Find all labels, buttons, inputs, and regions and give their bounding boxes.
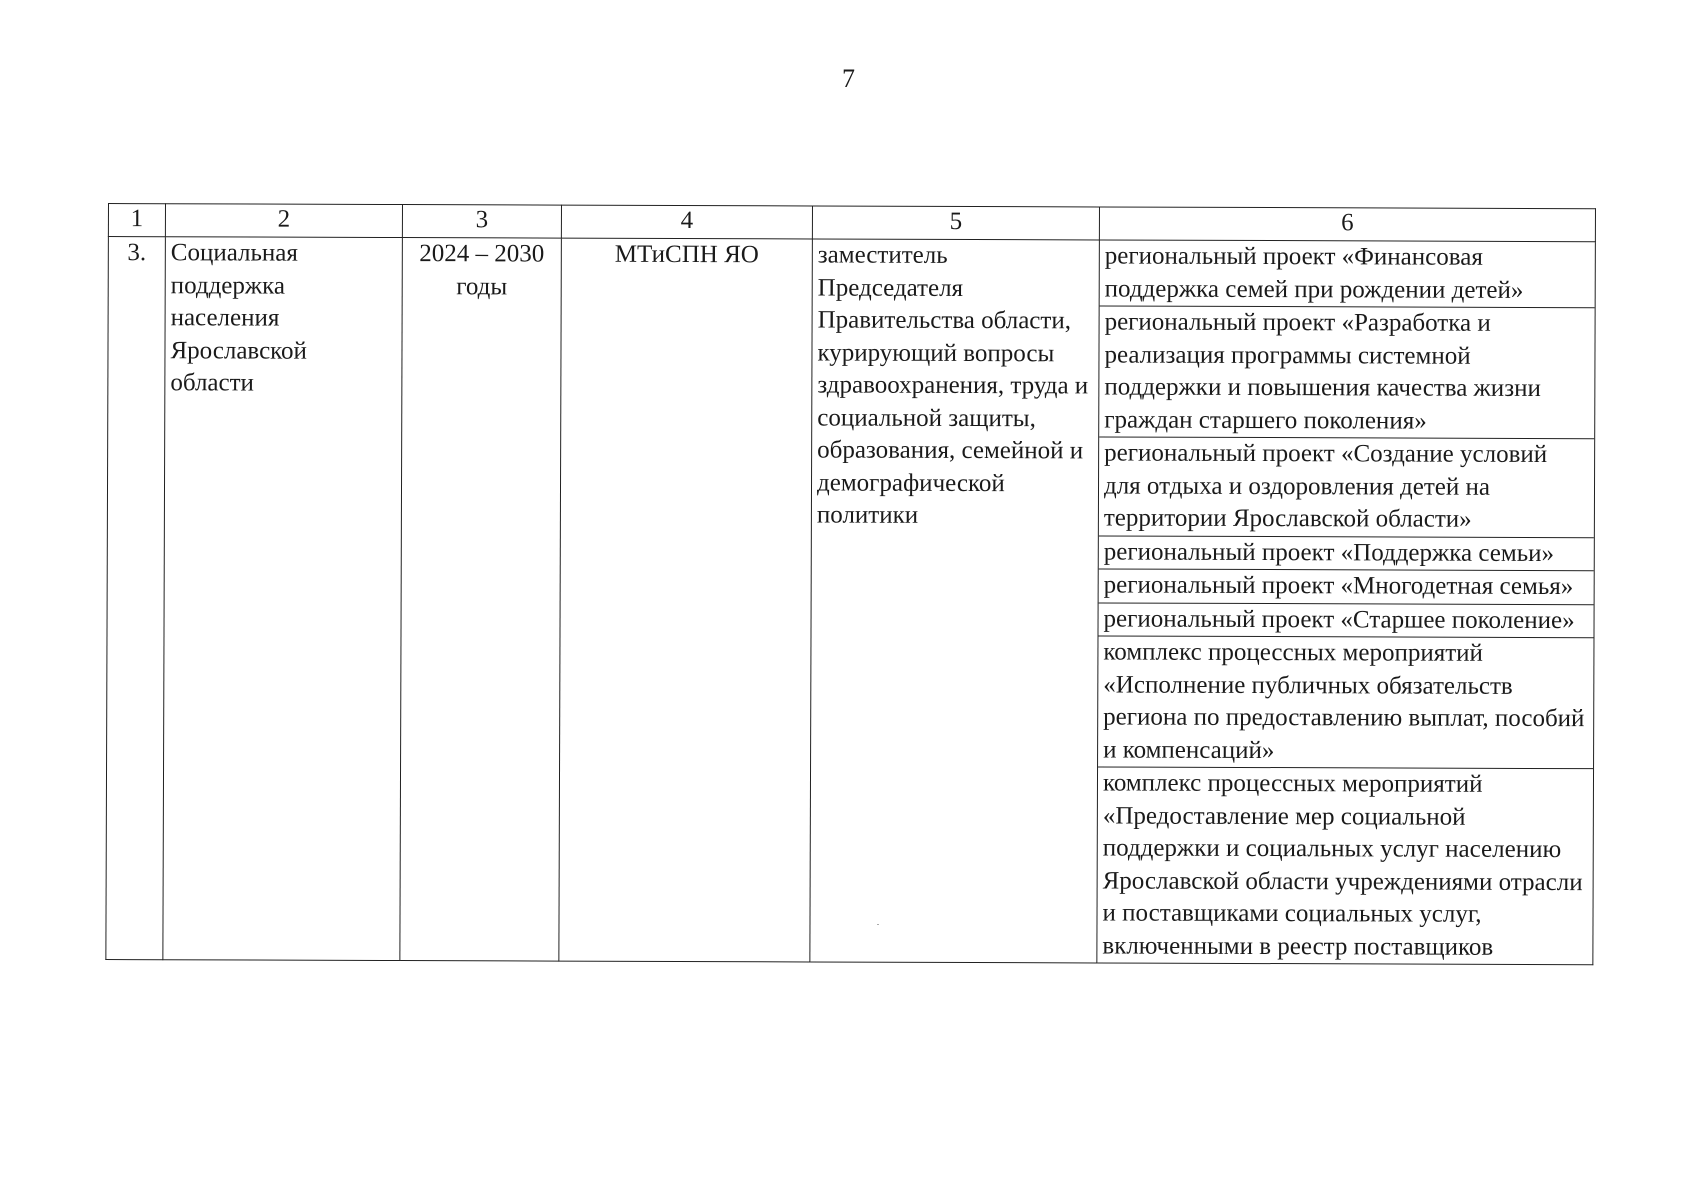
project-item: региональный проект «Старшее поколение»: [1098, 603, 1593, 638]
project-item: комплекс процессных мероприятий «Исполнение публичных обязательств региона по предоставлению выплат, пособий и компенсаций»: [1098, 636, 1593, 769]
column-numbers-row: [108, 204, 1595, 242]
project-item: региональный проект «Создание условий для отдыха и оздоровления детей на территории Ярославской области»: [1099, 437, 1594, 537]
column-header: 3: [402, 205, 561, 239]
scan-speck: [877, 924, 879, 925]
project-item: региональный проект «Многодетная семья»: [1099, 569, 1594, 604]
responsible-executor: МТиСПН ЯО: [559, 238, 813, 962]
curator: заместитель Председателя Правительства области, курирующий вопросы здравоохранения, труда и социальной защиты, образования, семейной и демографической политики: [810, 239, 1100, 963]
page-number: 7: [842, 64, 855, 93]
row-number: 3.: [106, 237, 166, 960]
table-row: [106, 237, 1596, 965]
program-name: Социальная поддержка населения Ярославской области: [163, 237, 403, 961]
column-header: 2: [165, 204, 402, 238]
project-item: комплекс процессных мероприятий «Предоставление мер социальной поддержки и социальных услуг населению Ярославской области учреждениями отрасли и поставщиками социальных услуг, включенными в реестр поставщиков: [1102, 769, 1583, 961]
column-header: 1: [108, 204, 165, 237]
project-item: региональный проект «Поддержка семьи»: [1099, 536, 1594, 571]
column-header: 6: [1099, 207, 1595, 242]
project-item: региональный проект «Разработка и реализация программы системной поддержки и повышения качества жизни граждан старшего поколения»: [1099, 306, 1594, 439]
program-period: 2024 – 2030 годы: [400, 238, 562, 962]
project-item: региональный проект «Финансовая поддержка семей при рождении детей»: [1100, 240, 1595, 308]
column-header: 4: [561, 205, 812, 239]
projects-cell: [1097, 240, 1596, 965]
program-table: [105, 203, 1596, 965]
column-header: 5: [812, 206, 1099, 240]
